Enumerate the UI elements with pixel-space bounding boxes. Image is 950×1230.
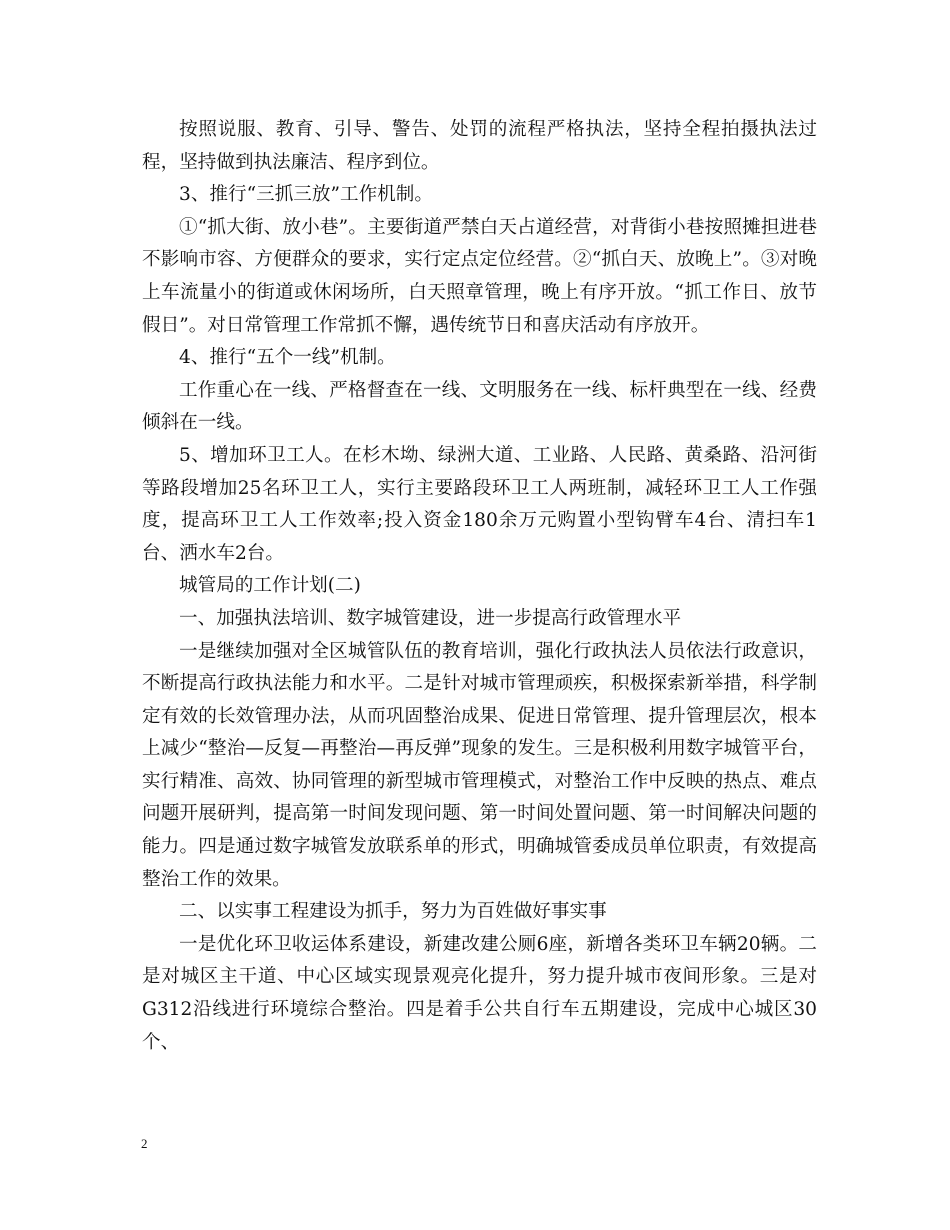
heading-three-grab-three-release: 3、推行“三抓三放”工作机制。 (179, 184, 433, 206)
page-number: 2 (141, 1136, 148, 1151)
document-body (142, 114, 817, 1059)
heading-training-digital: 一、加强执法培训、数字城管建设，进一步提高行政管理水平 (179, 607, 682, 629)
section-title-work-plan-2: 城管局的工作计划(二) (179, 575, 361, 597)
paragraph-three-grab-three-release: ①“抓大街、放小巷”。主要街道严禁白天占道经营，对背街小巷按照摊担进巷不影响市容、方便群众的要求，实行定点定位经营。②“抓白天、放晚上”。③对晚上车流量小的街道或休闲场所，白天照章管理，晚上有序开放。“抓工作日、放节假日”。对日常管理工作常抓不懈，遇传统节日和喜庆活动有序放开。 (142, 216, 817, 336)
paragraph-sanitation-workers: 5、增加环卫工人。在杉木坳、绿洲大道、工业路、人民路、黄桑路、沿河街等路段增加25名环卫工人，实行主要路段环卫工人两班制，减轻环卫工人工作强度，提高环卫工人工作效率;投入资金180余万元购置小型钩臂车4台、清扫车1台、洒水车2台。 (142, 444, 817, 564)
heading-practical-projects: 二、以实事工程建设为抓手，努力为百姓做好事实事 (179, 901, 607, 923)
paragraph-enforcement-process: 按照说服、教育、引导、警告、处罚的流程严格执法，坚持全程拍摄执法过程，坚持做到执法廉洁、程序到位。 (142, 119, 817, 173)
paragraph-five-frontline: 工作重心在一线、严格督查在一线、文明服务在一线、标杆典型在一线、经费倾斜在一线。 (142, 379, 817, 434)
heading-five-frontline: 4、推行“五个一线”机制。 (179, 347, 396, 369)
paragraph-training-digital: 一是继续加强对全区城管队伍的教育培训，强化行政执法人员依法行政意识，不断提高行政执法能力和水平。二是针对城市管理顽疾，积极探索新举措，科学制定有效的长效管理办法，从而巩固整治成果、促进日常管理、提升管理层次，根本上减少“整治—反复—再整治—再反弹”现象的发生。三是积极利用数字城管平台，实行精准、高效、协同管理的新型城市管理模式，对整治工作中反映的热点、难点问题开展研判，提高第一时间发现问题、第一时间处置问题、第一时间解决问题的能力。四是通过数字城管发放联系单的形式，明确城管委成员单位职责，有效提高整治工作的效果。 (142, 640, 817, 890)
paragraph-practical-projects: 一是优化环卫收运体系建设，新建改建公厕6座，新增各类环卫车辆20辆。二是对城区主干道、中心区域实现景观亮化提升，努力提升城市夜间形象。三是对G312沿线进行环境综合整治。四是着手公共自行车五期建设，完成中心城区30个、 (142, 933, 817, 1053)
